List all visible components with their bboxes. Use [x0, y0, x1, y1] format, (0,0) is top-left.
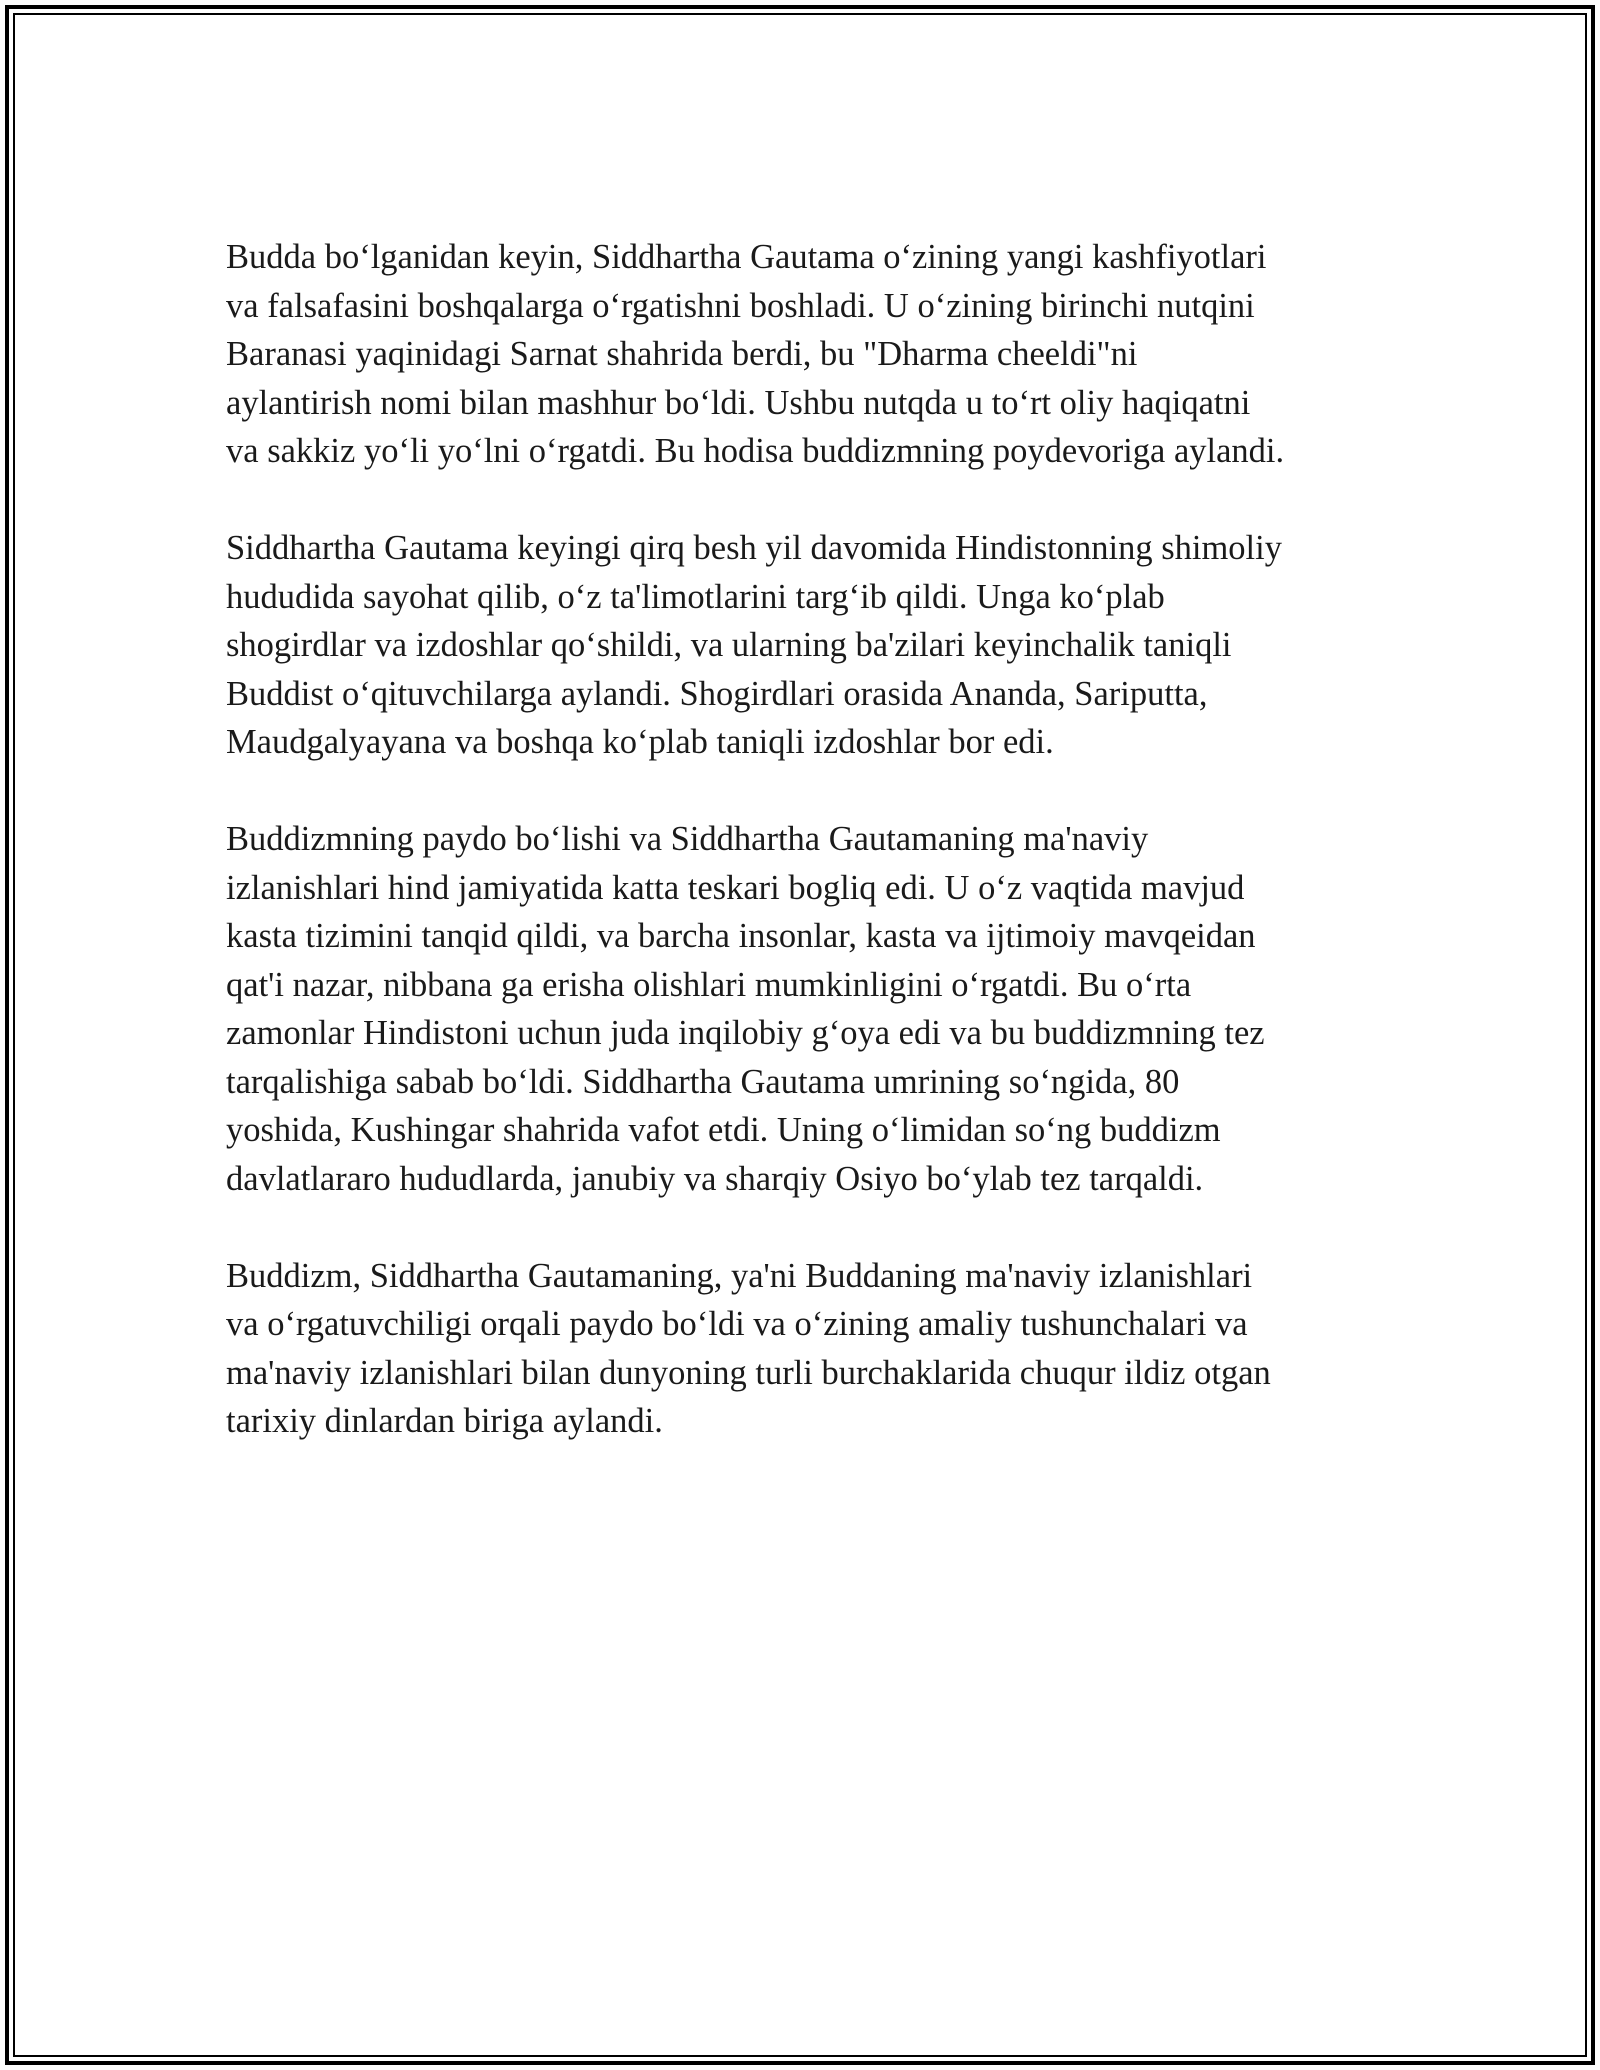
paragraph-4: Buddizm, Siddhartha Gautamaning, ya'ni Buddaning ma'naviy izlanishlari va o‘rgatuvchiligi orqali paydo bo‘ldi va o‘zining amaliy tushunchalari va ma'naviy izlanishlari bilan dunyoning turli burchaklarida chuqur ildiz otgan tarixiy dinlardan biriga aylandi. [226, 1256, 1271, 1440]
document-body [226, 233, 1386, 1494]
paragraph-2: Siddhartha Gautama keyingi qirq besh yil davomida Hindistonning shimoliy hududida sayohat qilib, o‘z ta'limotlarini targ‘ib qildi. Unga ko‘plab shogirdlar va izdoshlar qo‘shildi, va ularning ba'zilari keyinchalik taniqli Buddist o‘qituvchilarga aylandi. Shogirdlari orasida Ananda, Sariputta, Maudgalyayana va boshqa ko‘plab taniqli izdoshlar bor edi. [226, 529, 1282, 761]
paragraph-3: Buddizmning paydo bo‘lishi va Siddhartha Gautamaning ma'naviy izlanishlari hind jamiyatida katta teskari bogliq edi. U o‘z vaqtida mavjud kasta tizimini tanqid qildi, va barcha insonlar, kasta va ijtimoiy mavqeidan qat'i nazar, nibbana ga erisha olishlari mumkinligini o‘rgatdi. Bu o‘rta zamonlar Hindistoni uchun juda inqilobiy g‘oya edi va bu buddizmning tez tarqalishiga sabab bo‘ldi. Siddhartha Gautama umrining so‘ngida, 80 yoshida, Kushingar shahrida vafot etdi. Uning o‘limidan so‘ng buddizm davlatlararo hududlarda, janubiy va sharqiy Osiyo bo‘ylab tez tarqaldi. [226, 820, 1265, 1198]
paragraph-1: Budda bo‘lganidan keyin, Siddhartha Gautama o‘zining yangi kashfiyotlari va falsafasini boshqalarga o‘rgatishni boshladi. U o‘zining birinchi nutqini Baranasi yaqinidagi Sarnat shahrida berdi, bu "Dharma cheeldi"ni aylantirish nomi bilan mashhur bo‘ldi. Ushbu nutqda u to‘rt oliy haqiqatni va sakkiz yo‘li yo‘lni o‘rgatdi. Bu hodisa buddizmning poydevoriga aylandi. [226, 238, 1285, 470]
